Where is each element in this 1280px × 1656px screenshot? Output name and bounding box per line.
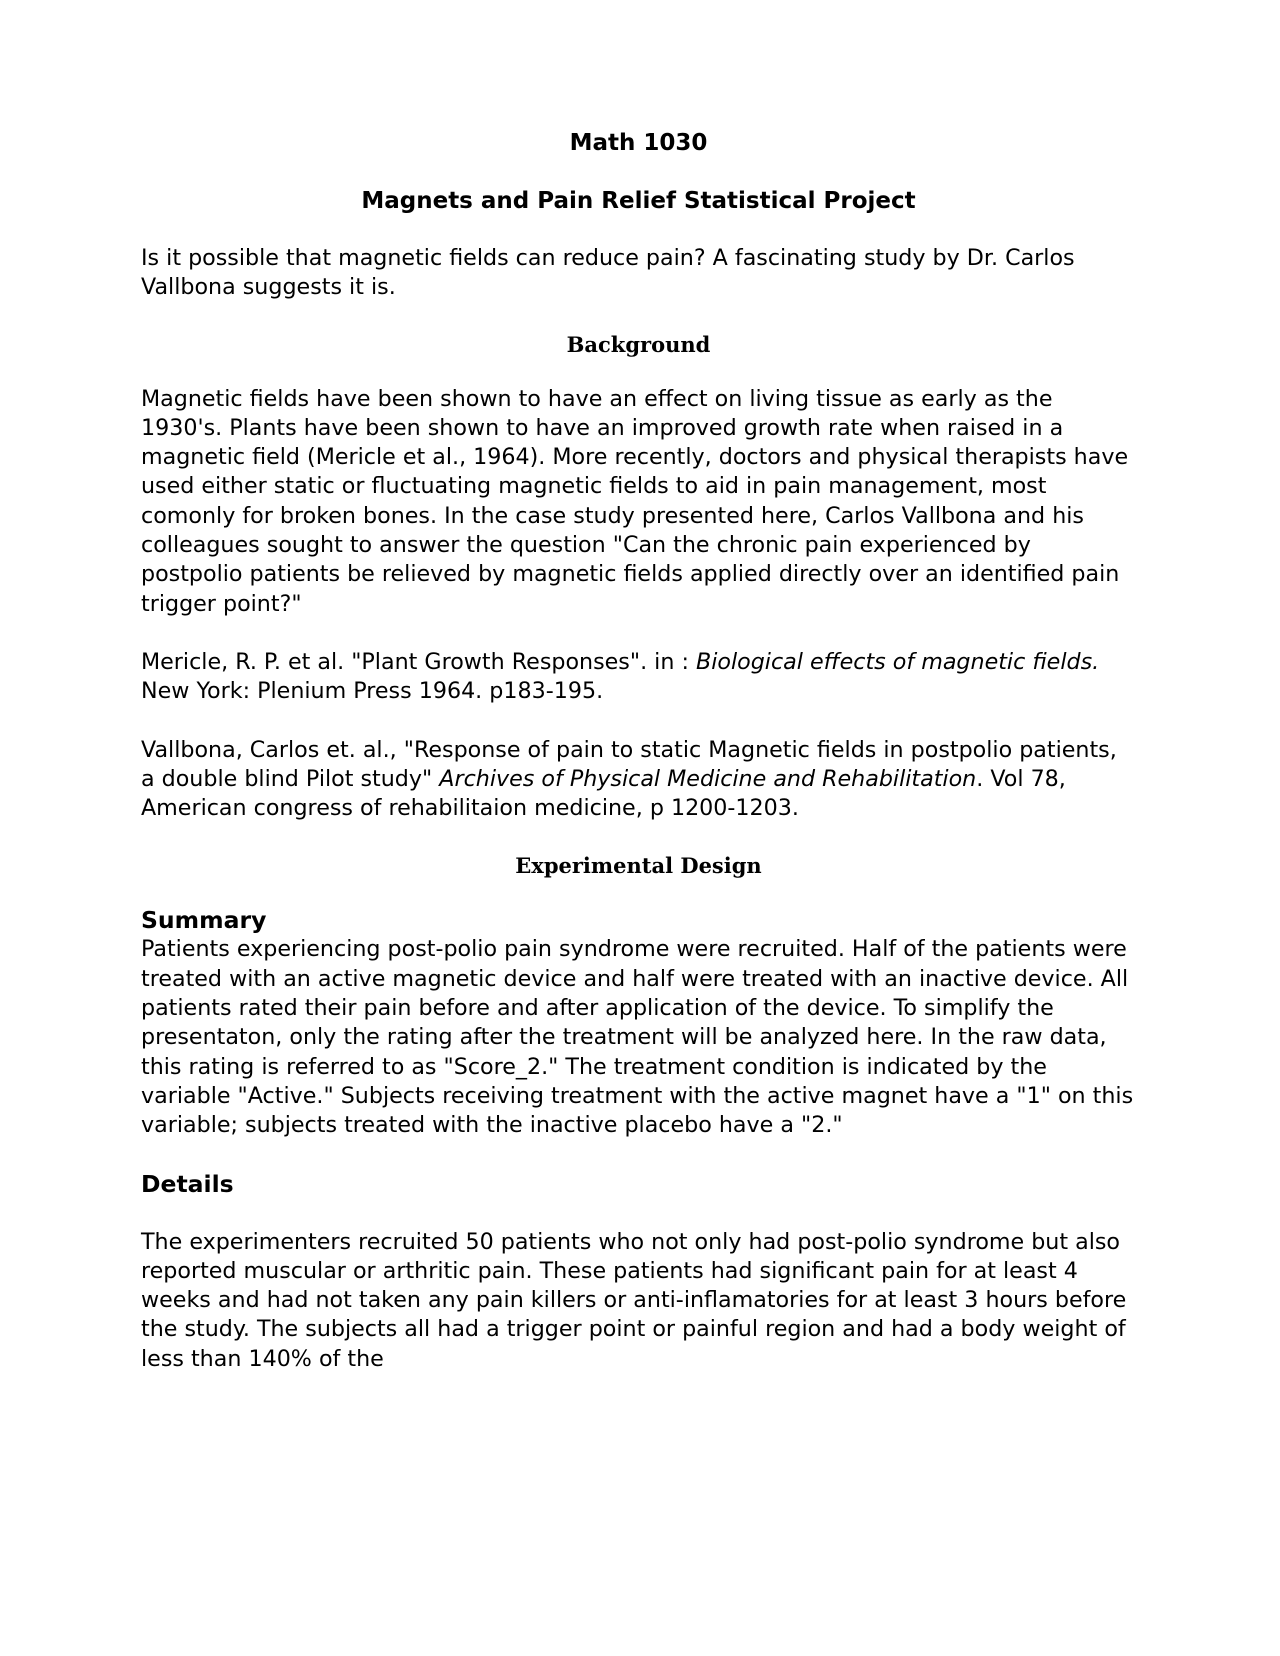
experimental-design-heading: Experimental Design	[515, 853, 762, 879]
summary-heading: Summary	[141, 906, 267, 935]
background-heading: Background	[566, 331, 711, 357]
intro-paragraph: Is it possible that magnetic fields can reduce pain? A fascinating study by Dr. Carlos Vallbona suggests it is.	[141, 245, 1075, 301]
document-body	[141, 128, 1136, 1374]
course-title: Math 1030	[569, 130, 708, 156]
details-paragraph: The experimenters recruited 50 patients who not only had post-polio syndrome but also reported muscular or arthritic pain. These patients had significant pain for at least 4 weeks and had not taken any pain killers or anti-inflamatories for at least 3 hours before the study. The subjects all had a trigger point or painful region and had a body weight of less than 140% of the	[141, 1228, 1127, 1372]
reference-vallbona-journal: Archives of Physical Medicine and Rehabilitation	[439, 765, 977, 792]
details-heading: Details	[141, 1169, 234, 1198]
reference-vallbona-authors: Vallbona, Carlos et. al., "Response of pain to static Magnetic fields in postpolio patients, a double blind Pilot study"	[141, 736, 1117, 792]
reference-mericle-book-title: Biological effects of magnetic fields.	[696, 648, 1100, 675]
background-paragraph: Magnetic fields have been shown to have an effect on living tissue as early as the 1930's. Plants have been shown to have an improved growth rate when raised in a magnetic field (Mericle et al., 1964). More recently, doctors and physical therapists have used either static or fluctuating magnetic fields to aid in pain management, most comonly for broken bones. In the case study presented here, Carlos Vallbona and his colleagues sought to answer the question "Can the chronic pain experienced by postpolio patients be relieved by magnetic fields applied directly over an identified pain trigger point?"	[141, 385, 1129, 617]
reference-mericle-authors: Mericle, R. P. et al. "Plant Growth Responses". in :	[141, 648, 696, 675]
summary-paragraph: Patients experiencing post-polio pain syndrome were recruited. Half of the patients were treated with an active magnetic device and half were treated with an inactive device. All patients rated their pain before and after application of the device. To simplify the presentaton, only the rating after the treatment will be analyzed here. In the raw data, this rating is referred to as "Score_2." The treatment condition is indicated by the variable "Active." Subjects receiving treatment with the active magnet have a "1" on this variable; subjects treated with the inactive placebo have a "2."	[141, 936, 1134, 1139]
reference-mericle-publisher: New York: Plenium Press 1964. p183-195.	[141, 678, 604, 705]
project-title: Magnets and Pain Relief Statistical Project	[361, 188, 916, 214]
reference-mericle	[141, 648, 1136, 707]
reference-vallbona-details: . Vol 78, American congress of rehabilitaion medicine, p 1200-1203.	[141, 765, 1066, 822]
reference-vallbona	[141, 736, 1136, 824]
